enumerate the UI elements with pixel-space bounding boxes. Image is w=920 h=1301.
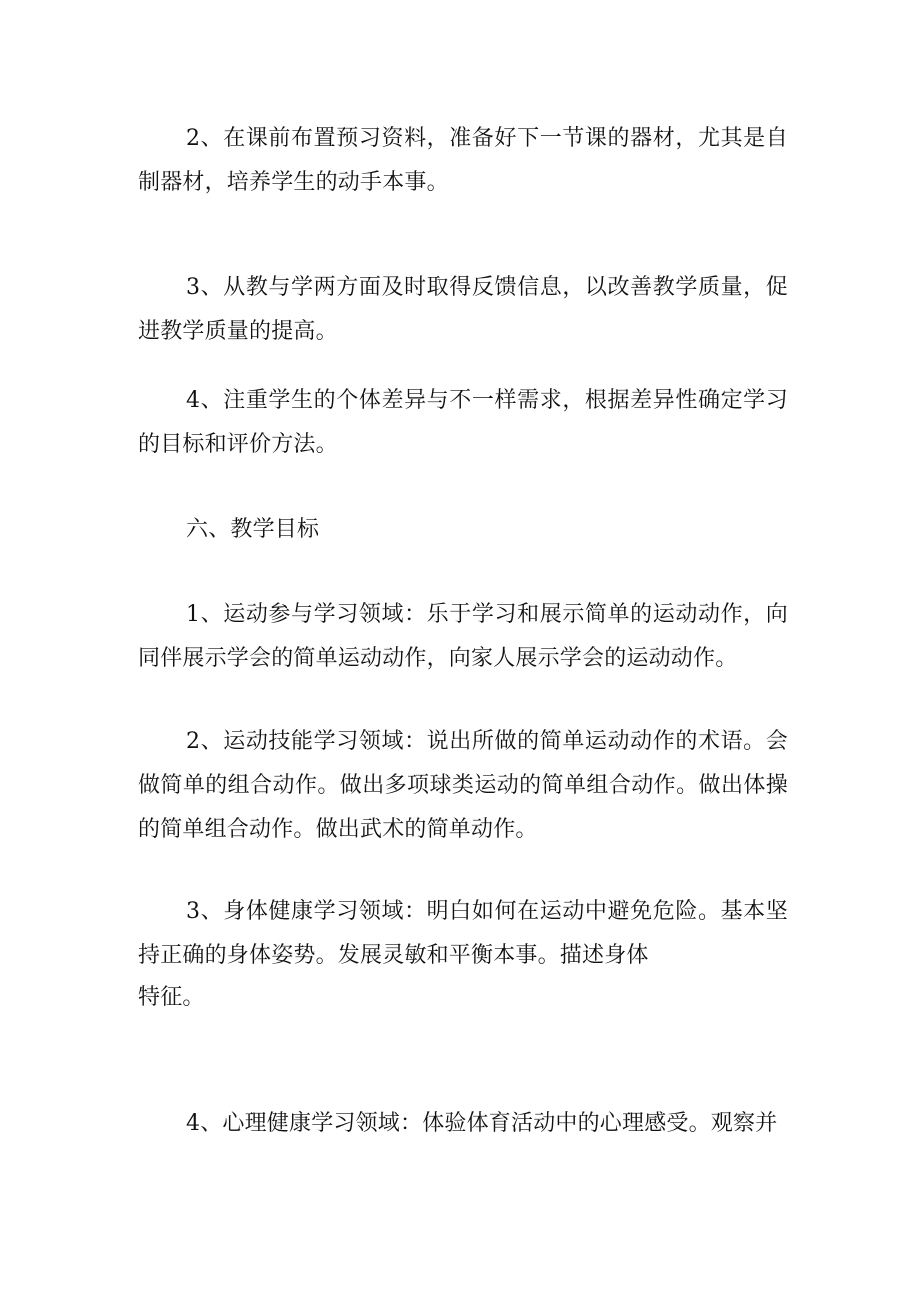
- paragraph-prep-materials: 2、在课前布置预习资料，准备好下一节课的器材，尤其是自制器材，培养学生的动手本事。: [138, 126, 788, 195]
- paragraph-feedback: 3、从教与学两方面及时取得反馈信息，以改善教学质量，促进教学质量的提高。: [138, 275, 788, 344]
- paragraph-physical-health: 3、身体健康学习领域：明白如何在运动中避免危险。基本坚持正确的身体姿势。发展灵敏和平衡本事。描述身体: [138, 899, 788, 968]
- section-heading-teaching-goals: 六、教学目标: [186, 517, 320, 542]
- paragraph-mental-health: 4、心理健康学习领域：体验体育活动中的心理感受。观察并: [186, 1111, 778, 1136]
- paragraph-sports-participation: 1、运动参与学习领域：乐于学习和展示简单的运动动作，向同伴展示学会的简单运动动作，向家人展示学会的运动动作。: [138, 602, 788, 671]
- paragraph-continuation: 特征。: [138, 985, 205, 1010]
- paragraph-motor-skills: 2、运动技能学习领域：说出所做的简单运动动作的术语。会做简单的组合动作。做出多项球类运动的简单组合动作。做出体操的简单组合动作。做出武术的简单动作。: [138, 729, 788, 842]
- paragraph-individual-differences: 4、注重学生的个体差异与不一样需求，根据差异性确定学习的目标和评价方法。: [138, 388, 788, 457]
